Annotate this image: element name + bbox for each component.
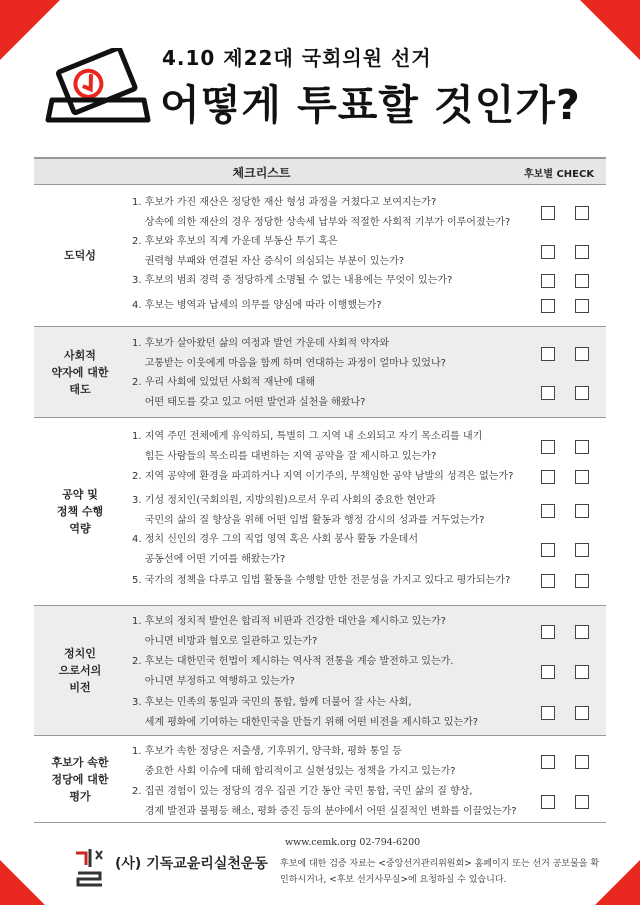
poster-header <box>0 0 640 150</box>
checklist-section <box>34 185 606 327</box>
candidate-checkbox-1[interactable] <box>541 795 555 809</box>
footer-note: 후보에 대한 검증 자료는 <중앙선거관리위원회> 홈페이지 또는 선거 공보물을 확인하시거나, <후보 선거사무실>에 요청하실 수 있습니다. <box>280 859 600 885</box>
checklist-item: 1. 후보가 살아왔던 삶의 여정과 발언 가운데 사회적 약자와 고통받는 이웃에게 마음을 함께 하며 연대하는 과정이 얼마나 있었나? <box>132 338 446 369</box>
ballot-box-icon <box>44 48 154 128</box>
candidate-checkbox-1[interactable] <box>541 625 555 639</box>
checklist-item: 2. 후보와 후보의 직계 가운데 부동산 투기 혹은 권력형 부패와 연결된 자산 증식이 의심되는 부분이 있는가? <box>132 236 405 267</box>
checklist-heading: 체크리스트 <box>232 166 291 180</box>
candidate-checkbox-2[interactable] <box>575 274 589 288</box>
poster-footer <box>0 815 640 905</box>
checklist-item: 5. 국가의 정책을 다루고 입법 활동을 수행할 만한 전문성을 가지고 있다고 평가되는가? <box>132 575 511 586</box>
category-label: 후보가 속한 정당에 대한 평가 <box>51 755 109 803</box>
checklist-section <box>34 736 606 823</box>
candidate-checkbox-2[interactable] <box>575 299 589 313</box>
candidate-checkbox-1[interactable] <box>541 386 555 400</box>
candidate-checkbox-2[interactable] <box>575 755 589 769</box>
checklist-item: 2. 지역 공약에 환경을 파괴하거나 지역 이기주의, 무책임한 공약 남발의 성격은 없는가? <box>132 471 514 482</box>
candidate-checkbox-1[interactable] <box>541 347 555 361</box>
checklist-item: 3. 기성 정치인(국회의원, 지방의원)으로서 우리 사회의 중요한 현안과 국민의 삶의 질 향상을 위해 어떤 입법 활동과 행정 감시의 성과를 거두었는가? <box>132 495 485 526</box>
candidate-checkbox-2[interactable] <box>575 504 589 518</box>
candidate-checkbox-1[interactable] <box>541 274 555 288</box>
category-label: 공약 및 정책 수행 역량 <box>56 488 104 535</box>
check-heading: 후보별 CHECK <box>524 169 595 180</box>
organization-logo-icon <box>70 845 110 890</box>
checklist-item: 1. 지역 주민 전체에게 유익하되, 특별히 그 지역 내 소외되고 자기 목소리를 내기 힘든 사람들의 목소리를 대변하는 지역 공약을 잘 제시하고 있는가? <box>132 431 483 462</box>
candidate-checkbox-2[interactable] <box>575 574 589 588</box>
table-header <box>34 157 606 185</box>
checklist-item: 2. 집권 경험이 있는 정당의 경우 집권 기간 동안 국민 통합, 국민 삶의 질 향상, 경제 발전과 불평등 해소, 평화 증진 등의 분야에서 어떤 실질적인 변화를 이끌었는가? <box>132 786 517 817</box>
candidate-checkbox-1[interactable] <box>541 574 555 588</box>
checklist-section <box>34 606 606 736</box>
checklist-table <box>34 157 606 823</box>
page-title: 어떻게 투표할 것인가? <box>160 81 581 129</box>
candidate-checkbox-2[interactable] <box>575 543 589 557</box>
election-subtitle: 4.10 제22대 국회의원 선거 <box>162 46 432 70</box>
checklist-sections <box>34 185 606 823</box>
candidate-checkbox-1[interactable] <box>541 470 555 484</box>
candidate-checkbox-1[interactable] <box>541 440 555 454</box>
candidate-checkbox-2[interactable] <box>575 386 589 400</box>
candidate-checkbox-2[interactable] <box>575 625 589 639</box>
candidate-checkbox-2[interactable] <box>575 665 589 679</box>
category-label: 도덕성 <box>64 249 96 262</box>
checklist-item: 3. 후보의 범죄 경력 중 정당하게 소명될 수 없는 내용에는 무엇이 있는가? <box>132 275 453 286</box>
candidate-checkbox-2[interactable] <box>575 206 589 220</box>
checklist-section <box>34 418 606 606</box>
candidate-checkbox-1[interactable] <box>541 206 555 220</box>
organization-name: (사) 기독교윤리실천운동 <box>115 856 268 872</box>
candidate-checkbox-2[interactable] <box>575 245 589 259</box>
candidate-checkbox-2[interactable] <box>575 795 589 809</box>
candidate-checkbox-1[interactable] <box>541 755 555 769</box>
category-label: 사회적 약자에 대한 태도 <box>51 348 109 396</box>
checklist-item: 2. 후보는 대한민국 헌법이 제시하는 역사적 전통을 계승 발전하고 있는가. 아니면 부정하고 역행하고 있는가? <box>132 656 454 687</box>
candidate-checkbox-1[interactable] <box>541 543 555 557</box>
candidate-checkbox-2[interactable] <box>575 347 589 361</box>
candidate-checkbox-1[interactable] <box>541 706 555 720</box>
candidate-checkbox-2[interactable] <box>575 470 589 484</box>
checklist-item: 1. 후보가 속한 정당은 저출생, 기후위기, 양극화, 평화 통일 등 중요한 사회 이슈에 대해 합리적이고 실현성있는 정책을 가지고 있는가? <box>132 746 456 777</box>
candidate-checkbox-1[interactable] <box>541 504 555 518</box>
checklist-item: 3. 후보는 민족의 통일과 국민의 통합, 함께 더불어 잘 사는 사회, 세계 평화에 기여하는 대한민국을 만들기 위해 어떤 비전을 제시하고 있는가? <box>132 697 479 728</box>
category-label: 정치인 으로서의 비전 <box>58 647 102 694</box>
checklist-item: 2. 우리 사회에 있었던 사회적 재난에 대해 어떤 태도를 갖고 있고 어떤 발언과 실천을 해왔나? <box>132 377 366 408</box>
candidate-checkbox-2[interactable] <box>575 440 589 454</box>
checklist-item: 4. 후보는 병역과 납세의 의무를 양심에 따라 이행했는가? <box>132 300 382 311</box>
candidate-checkbox-1[interactable] <box>541 245 555 259</box>
checklist-section <box>34 327 606 418</box>
checklist-item: 4. 정치 신인의 경우 그의 직업 영역 혹은 사회 봉사 활동 가운데서 공동선에 어떤 기여를 해왔는가? <box>132 534 419 565</box>
checklist-item: 1. 후보의 정치적 발언은 합리적 비판과 건강한 대안을 제시하고 있는가? 아니면 비방과 혐오로 일관하고 있는가? <box>132 616 446 647</box>
checklist-item: 1. 후보가 가진 재산은 정당한 재산 형성 과정을 거쳤다고 보여지는가? 상속에 의한 재산의 경우 정당한 상속세 납부와 적절한 사회적 기부가 이루어졌는가? <box>132 197 511 228</box>
candidate-checkbox-1[interactable] <box>541 299 555 313</box>
candidate-checkbox-1[interactable] <box>541 665 555 679</box>
candidate-checkbox-2[interactable] <box>575 706 589 720</box>
contact-info: www.cemk.org 02-794-6200 <box>285 837 421 848</box>
